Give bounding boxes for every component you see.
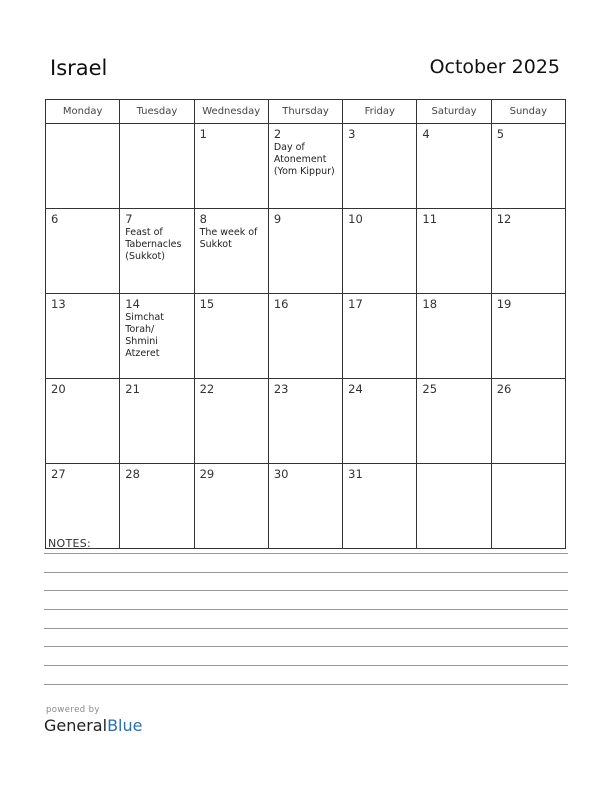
weekday-header: Saturday — [417, 100, 491, 124]
day-cell — [343, 294, 417, 379]
note-line — [44, 628, 568, 629]
day-cell — [46, 209, 120, 294]
day-cell — [491, 124, 565, 209]
day-cell — [417, 294, 491, 379]
brand-general: General — [44, 716, 108, 735]
week-row — [46, 379, 566, 464]
weekday-header: Monday — [46, 100, 120, 124]
day-cell — [268, 209, 342, 294]
day-number: 18 — [422, 297, 438, 311]
note-line — [44, 553, 568, 554]
day-cell — [194, 379, 268, 464]
weekday-header-row — [46, 100, 566, 124]
day-number: 21 — [125, 382, 140, 396]
brand-blue: Blue — [107, 716, 143, 735]
day-cell — [46, 379, 120, 464]
note-line — [44, 665, 568, 666]
day-number: 13 — [51, 297, 66, 311]
note-line — [44, 684, 568, 685]
day-cell — [120, 379, 194, 464]
day-cell — [491, 209, 565, 294]
month-title: October 2025 — [429, 56, 560, 78]
day-cell — [120, 209, 194, 294]
day-cell — [46, 464, 120, 549]
day-number: 15 — [199, 297, 215, 311]
day-cell — [268, 464, 342, 549]
day-cell — [343, 379, 417, 464]
brand-logo — [44, 716, 142, 735]
day-number: 27 — [51, 467, 66, 481]
day-cell — [491, 294, 565, 379]
week-row — [46, 464, 566, 549]
day-cell — [343, 124, 417, 209]
day-cell — [46, 124, 120, 209]
day-number: 6 — [51, 212, 59, 226]
weekday-header: Wednesday — [194, 100, 268, 124]
day-cell — [491, 379, 565, 464]
day-cell — [417, 209, 491, 294]
day-number: 20 — [51, 382, 66, 396]
day-number: 4 — [422, 127, 430, 141]
day-cell — [120, 124, 194, 209]
weekday-header: Sunday — [491, 100, 565, 124]
note-line — [44, 646, 568, 647]
day-number: 30 — [273, 467, 289, 481]
day-cell — [268, 124, 342, 209]
day-number: 2 — [273, 127, 282, 141]
day-number: 16 — [273, 297, 289, 311]
day-number: 29 — [199, 467, 215, 481]
day-cell — [268, 379, 342, 464]
day-cell — [343, 464, 417, 549]
day-cell — [417, 464, 491, 549]
day-number: 12 — [496, 212, 512, 226]
day-cell — [194, 294, 268, 379]
day-number: 14 — [125, 297, 140, 311]
day-cell — [120, 464, 194, 549]
day-cell — [194, 464, 268, 549]
day-number: 8 — [199, 212, 207, 226]
day-number: 17 — [348, 297, 363, 311]
holiday-label: Simchat Torah/ Shmini Atzeret — [125, 312, 164, 359]
weekday-header: Friday — [343, 100, 417, 124]
day-number: 24 — [348, 382, 363, 396]
day-cell — [417, 379, 491, 464]
week-row — [46, 209, 566, 294]
note-line — [44, 590, 568, 591]
weekday-header: Tuesday — [120, 100, 194, 124]
day-cell — [343, 209, 417, 294]
day-number: 31 — [348, 467, 363, 481]
holiday-label: The week of Sukkot — [199, 227, 258, 250]
day-number: 9 — [273, 212, 282, 226]
day-cell — [120, 294, 194, 379]
calendar-grid — [45, 99, 566, 549]
day-cell — [194, 124, 268, 209]
day-number: 3 — [348, 127, 356, 141]
day-number: 7 — [125, 212, 133, 226]
day-cell — [194, 209, 268, 294]
week-row — [46, 294, 566, 379]
holiday-label: Feast of Tabernacles (Sukkot) — [125, 227, 182, 262]
weekday-header: Thursday — [268, 100, 342, 124]
powered-by-text: powered by — [46, 705, 100, 715]
day-number: 23 — [273, 382, 289, 396]
day-cell — [417, 124, 491, 209]
day-number: 10 — [348, 212, 363, 226]
country-title: Israel — [50, 56, 108, 80]
day-cell — [268, 294, 342, 379]
note-line — [44, 609, 568, 610]
day-number: 25 — [422, 382, 438, 396]
day-number: 28 — [125, 467, 140, 481]
day-cell — [46, 294, 120, 379]
day-number: 26 — [496, 382, 512, 396]
day-number: 22 — [199, 382, 215, 396]
day-cell — [491, 464, 565, 549]
day-number: 1 — [199, 127, 207, 141]
day-number: 19 — [496, 297, 512, 311]
notes-label: NOTES: — [48, 537, 92, 550]
note-line — [44, 572, 568, 573]
week-row — [46, 124, 566, 209]
day-number: 11 — [422, 212, 438, 226]
holiday-label: Day of Atonement (Yom Kippur) — [273, 142, 335, 177]
day-number: 5 — [496, 127, 505, 141]
